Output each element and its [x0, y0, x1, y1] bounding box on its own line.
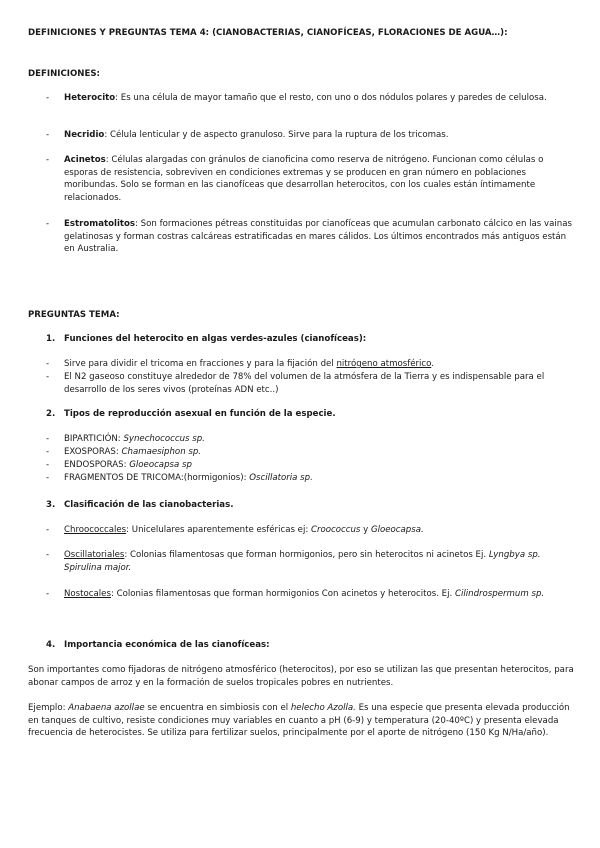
definition-estromatolitos: Estromatolitos: Son formaciones pétreas constituidas por cianofíceas que acumulan carbonato cálcico en las vainas gelatinosas y forman costras calcáreas estratificadas en mares cálidos. Los últimos encontrados más antiguos están en Australia. [64, 219, 572, 254]
species-name: Chamaesiphon sp. [121, 447, 202, 457]
definition-text: Células alargadas con gránulos de cianoficina como reserva de nitrógeno. Funcionan como células o esporas de resistencia, sobreviven en condiciones extremas y se producen en gran número en poblaciones moribundas. Solo se forman en las cianofíceas que desarrollan heterocitos, con los cuales están íntimamente relacionados. [64, 155, 544, 203]
question-number: 3. [46, 500, 56, 510]
q4-paragraph-2: Ejemplo: Anabaena azollae se encuentra en simbiosis con el helecho Azolla. Es una especie que presenta elevada producción en tanques de cultivo, resiste condiciones muy variables en cuanto a pH (6-9) y temperatura (20-40ºC) y presenta elevada frecuencia de heterocistes. Se utiliza para fertilizar suelos, principalmente por el aporte de nitrógeno (150 Kg N/Ha/año). [28, 703, 570, 738]
species-name: Anabaena azollae [68, 703, 145, 713]
question-number: 4. [46, 640, 56, 650]
class-name: Nostocales [64, 589, 111, 599]
definition-term: Necridio [64, 130, 105, 140]
reproduction-type: BIPARTICIÓN: Synechococcus sp. [64, 434, 205, 444]
q4-paragraph-1: Son importantes como fijadoras de nitrógeno atmosférico (heterocitos), por eso se utilizan las que presentan heterocitos, para abonar campos de arroz y en la formación de suelos tropicales pobres en nutrientes. [28, 665, 574, 688]
bullet: - [46, 473, 50, 483]
reproduction-type: EXOSPORAS: Chamaesiphon sp. [64, 447, 202, 457]
definition-text: Son formaciones pétreas constituidas por cianofíceas que acumulan carbonato cálcico en las vainas gelatinosas y forman costras calcáreas estratificadas en mares cálidos. Los últimos encontrados más antiguos están en Australia. [64, 219, 572, 254]
bullet: - [46, 93, 50, 103]
definition-term: Acinetos [64, 155, 106, 165]
reproduction-type: ENDOSPORAS: Gloeocapsa sp [64, 460, 192, 470]
definition-text: Célula lenticular y de aspecto granuloso. Sirve para la ruptura de los tricomas. [109, 130, 449, 140]
bullet: - [46, 359, 50, 369]
bullet: - [46, 550, 50, 560]
class-name: Chroococcales [64, 525, 127, 535]
bullet: - [46, 434, 50, 444]
species-name: Synechococcus sp. [123, 434, 205, 444]
bullet: - [46, 219, 50, 229]
question-1-title: Funciones del heterocito en algas verdes-azules (cianofíceas): [64, 334, 367, 344]
document-title: DEFINICIONES Y PREGUNTAS TEMA 4: (CIANOBACTERIAS, CIANOFÍCEAS, FLORACIONES DE AGUA…): [28, 28, 508, 38]
bullet: - [46, 155, 50, 165]
definition-term: Heterocito [64, 93, 116, 103]
class-name: Oscillatoriales [64, 550, 125, 560]
species-name: Oscillatoria sp. [249, 473, 313, 483]
definition-necridio: Necridio: Célula lenticular y de aspecto granuloso. Sirve para la ruptura de los tricomas. [64, 130, 449, 140]
preguntas-heading: PREGUNTAS TEMA: [28, 310, 120, 320]
host-name: helecho Azolla. [290, 703, 356, 713]
bullet: - [46, 447, 50, 457]
question-number: 2. [46, 409, 56, 419]
class-chroococcales: Chroococcales: Unicelulares aparentemente esféricas ej: Croococcus y Gloeocapsa. [64, 525, 424, 535]
question-number: 1. [46, 334, 56, 344]
q1-answer-1: Sirve para dividir el tricoma en fracciones y para la fijación del nitrógeno atmosférico. [64, 359, 434, 369]
class-oscillatoriales: Oscillatoriales: Colonias filamentosas que forman hormigonios, pero sin heterocitos ni acinetos Ej. Lyngbya sp. Spirulina major. [64, 550, 541, 573]
nitrogeno-link[interactable]: nitrógeno atmosférico [336, 359, 432, 369]
definiciones-heading: DEFINICIONES: [28, 69, 100, 79]
reproduction-type: FRAGMENTOS DE TRICOMA:(hormigonios): Oscillatoria sp. [64, 473, 313, 483]
species-name: Gloeocapsa sp [129, 460, 192, 470]
bullet: - [46, 372, 50, 382]
question-2-title: Tipos de reproducción asexual en función de la especie. [64, 409, 336, 419]
bullet: - [46, 525, 50, 535]
class-nostocales: Nostocales: Colonias filamentosas que forman hormigonios Con acinetos y heterocitos. Ej. Cilindrospermum sp. [64, 589, 545, 599]
bullet: - [46, 130, 50, 140]
definition-heterocito: Heterocito: Es una célula de mayor tamaño que el resto, con uno o dos nódulos polares y paredes de celulosa. [64, 93, 547, 103]
bullet: - [46, 460, 50, 470]
definition-term: Estromatolitos [64, 219, 136, 229]
bullet: - [46, 589, 50, 599]
question-3-title: Clasificación de las cianobacterias. [64, 500, 234, 510]
definition-text: Es una célula de mayor tamaño que el resto, con uno o dos nódulos polares y paredes de celulosa. [120, 93, 547, 103]
definition-acinetos: Acinetos: Células alargadas con gránulos de cianoficina como reserva de nitrógeno. Funcionan como células o esporas de resistencia, sobreviven en condiciones extremas y se producen en gran número en poblaciones moribundas. Solo se forman en las cianofíceas que desarrollan heterocitos, con los cuales están íntimamente relacionados. [64, 155, 544, 203]
q1-answer-2: El N2 gaseoso constituye alrededor de 78% del volumen de la atmósfera de la Tierra y es indispensable para el desarrollo de los seres vivos (proteínas ADN etc..) [64, 372, 545, 395]
question-4-title: Importancia económica de las cianofíceas: [64, 640, 270, 650]
